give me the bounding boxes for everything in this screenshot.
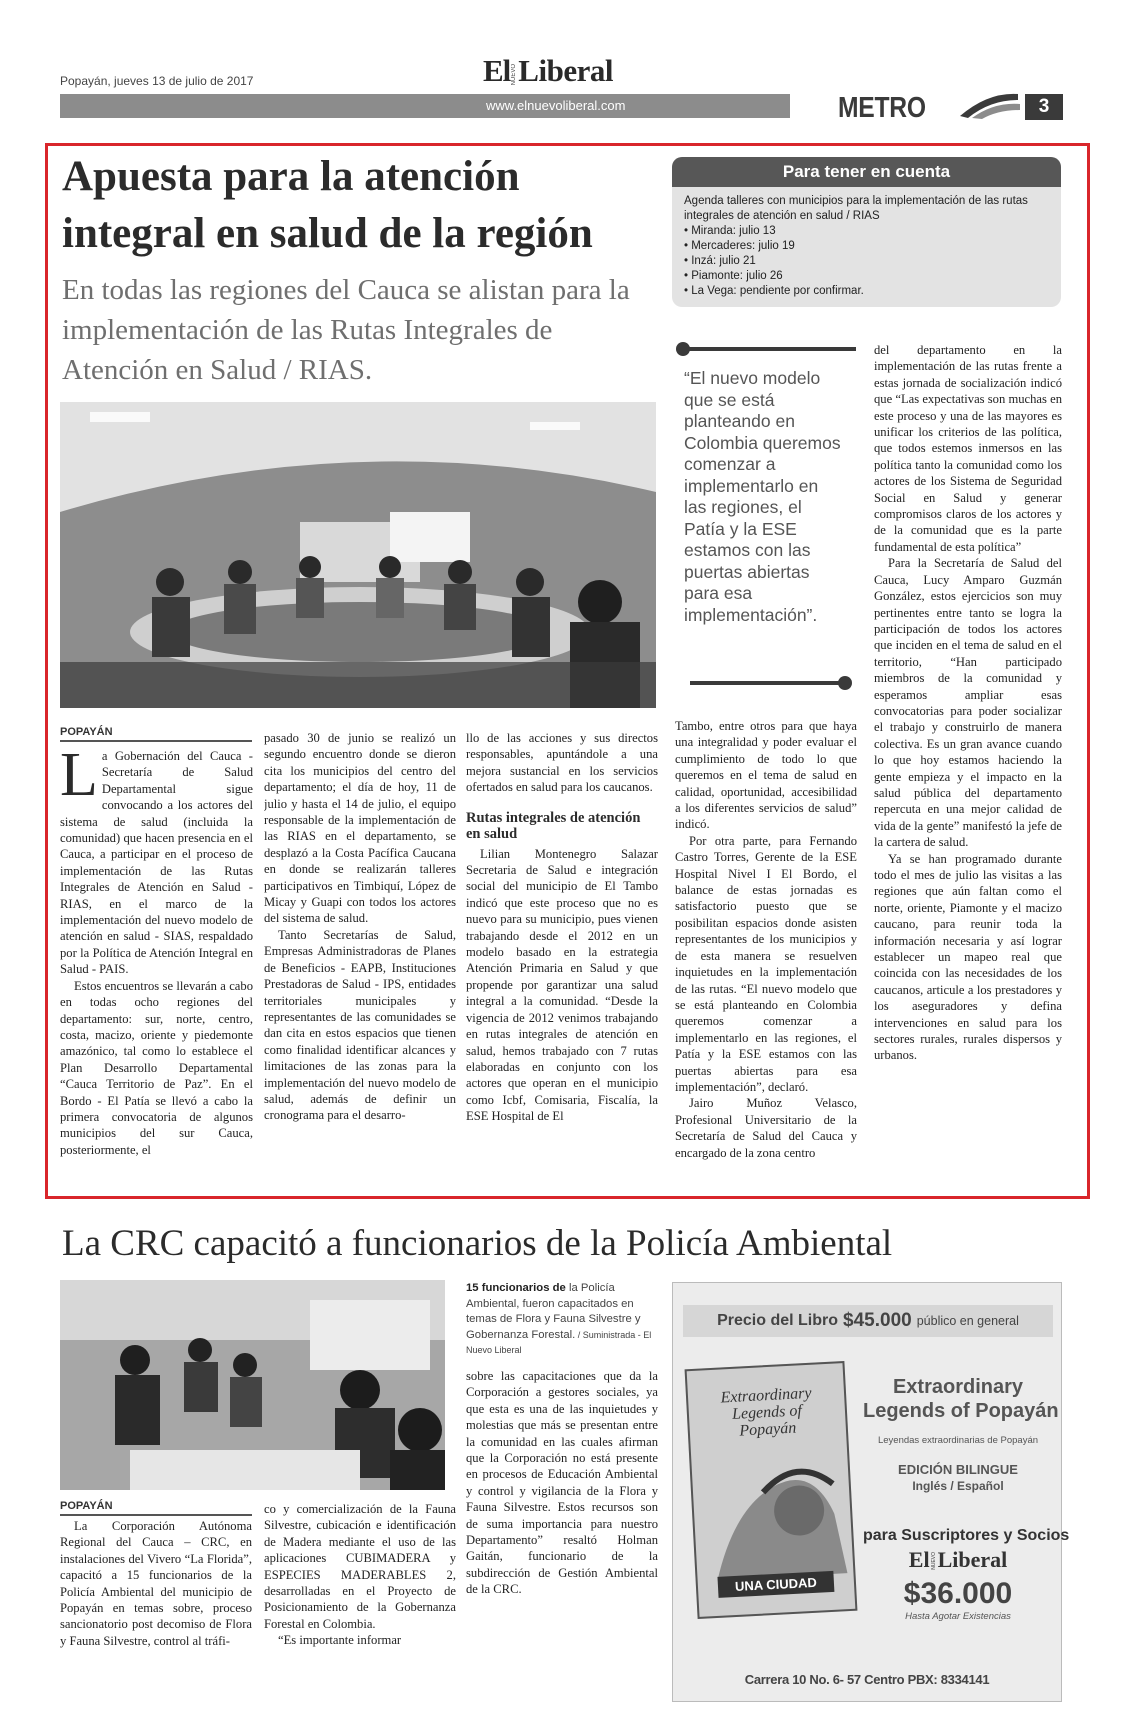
sidebox-item: • Miranda: julio 13 bbox=[684, 225, 776, 237]
ad-book-title-1: Extraordinary bbox=[892, 1376, 1024, 1398]
book-cover bbox=[685, 1361, 858, 1619]
book-cover-illustration bbox=[691, 1443, 854, 1591]
ad-logo bbox=[863, 1547, 1053, 1573]
book-cover-bottom: UNA CIUDAD bbox=[717, 1571, 834, 1598]
ad-book-title-2: Legends of Popayán bbox=[863, 1400, 1059, 1422]
ad-logo-nuevo: NUEVO bbox=[930, 1552, 937, 1570]
article2-column-3 bbox=[466, 1368, 658, 1718]
paragraph: Para la Secretaría de Salud del Cauca, Lucy Amparo Guzmán González, estos ejercicios son muy pertinentes entre tanto se logra la participación de todos los actores que inciden en el tema de salud en el territorio, “Han participado miembros de la comunidad y esperamos ampliar esas convocatorias para poder socializar el trabajo y construirlo de manera colectiva. Es un gran avance cuando lo que hoy estamos haciendo la gente empieza y el impacto en la salud pública del departamento repercuta en una mejor calidad de vida de la gente” manifestó la jefe de la cartera de salud. bbox=[874, 556, 1062, 850]
masthead-logo[interactable] bbox=[483, 55, 613, 89]
article-column-3 bbox=[466, 730, 658, 1188]
ad-promo-price: $36.000 bbox=[903, 1577, 1013, 1610]
quote-dot-top bbox=[676, 342, 690, 356]
quote-rule-bottom bbox=[690, 681, 845, 685]
sidebox-item: • La Vega: pendiente por confirmar. bbox=[684, 285, 864, 297]
paragraph: llo de las acciones y sus directos responsables, apuntándole a una mejora sustancial en los servicios ofertados en salud para los caucanos. bbox=[466, 731, 658, 795]
article2-column-1 bbox=[60, 1518, 252, 1718]
article-kicker-rule bbox=[60, 740, 252, 742]
info-sidebox bbox=[672, 157, 1061, 307]
photo-caption bbox=[466, 1281, 658, 1359]
ad-promo-note: Hasta Agotar Existencias bbox=[905, 1611, 1011, 1622]
meeting-photo bbox=[60, 402, 656, 708]
paragraph: Estos encuentros se llevarán a cabo en todas ocho regiones del departamento: sur, norte, centro, costa, macizo, oriente y piedemonte amazónico, tal como lo establece el Plan Desarrollo Departamental “Cauca Territorio de Paz”. En el Bordo - El Patía se llevó a cabo la primera convocatoria de algunos municipios del sur Cauca, posteriormente, el bbox=[60, 978, 253, 1157]
article-column-5 bbox=[874, 342, 1062, 1188]
ad-languages: Inglés / Español bbox=[912, 1479, 1004, 1493]
ad-price-label: Precio del Libro bbox=[717, 1312, 839, 1329]
dateline: Popayán, jueves 13 de julio de 2017 bbox=[60, 74, 254, 88]
sidebox-item: • Piamonte: julio 26 bbox=[684, 270, 783, 282]
drop-cap: L bbox=[60, 748, 98, 809]
ad-price-suffix: público en general bbox=[916, 1314, 1019, 1328]
paragraph: del departamento en la implementación de las rutas frente a estas jornada de socialización indicó que “Las expectativas son muchas en este proceso y una de las mayores es unificar los criterios de las política, que todos estemos inmersos en las política tanto la comunidad como los actores de los Sistema de Seguridad Social en Salud y generar compromisos claros de los actores y de la comunidad que es la parte fundamental de esta política” bbox=[874, 343, 1062, 554]
ad-for-subscribers: para Suscriptores y Socios bbox=[863, 1527, 1070, 1544]
training-photo-scene bbox=[60, 1280, 445, 1490]
logo-el: El bbox=[483, 53, 511, 88]
paragraph: pasado 30 de junio se realizó un segundo encuentro donde se dieron cita los municipios del centro del departamento; el día de hoy, 11 de julio y hasta el 14 de julio, el equipo responsable de la implementación de las RIAS en el departamento, se desplazó a la Costa Pacífica Caucana en donde se realizarán talleres participativos en Timbiquí, López de Micay y Guapi con todos los actores del sistema de salud. bbox=[264, 731, 456, 926]
ad-logo-el: El bbox=[908, 1547, 930, 1572]
ad-price-value: $45.000 bbox=[843, 1310, 912, 1331]
article-headline bbox=[62, 148, 682, 262]
article2-headline: La CRC capacitó a funcionarios de la Policía Ambiental bbox=[62, 1223, 893, 1264]
ad-logo-liberal: Liberal bbox=[937, 1547, 1008, 1572]
page-number: 3 bbox=[1038, 96, 1050, 117]
quote-rule-top bbox=[684, 347, 856, 351]
paragraph: “Es importante informar bbox=[278, 1633, 402, 1648]
pull-quote: “El nuevo modelo que se está planteando en Colombia queremos comenzar a implementarlo en las regiones, el Patía y la ESE estamos con las puertas abiertas para esa implementación”. bbox=[684, 368, 841, 625]
article2-kicker-rule bbox=[60, 1514, 252, 1516]
website-url[interactable]: www.elnuevoliberal.com bbox=[486, 98, 626, 113]
article-column-2 bbox=[264, 730, 456, 1188]
training-photo bbox=[60, 1280, 445, 1490]
quote-dot-bottom bbox=[838, 676, 852, 690]
paragraph: a Gobernación del Cauca - Secretaría de Salud Departamental sigue convocando a los actores del sistema de salud (incluida la comunidad) que hacen presencia en el Cauca, a participar en el proceso de implementación de las Rutas Integrales de Atención en Salud - RIAS, en el marco de la implementación del nuevo modelo de atención en salud - SIAS, respaldado por la Política de Atención Integral en Salud - PAIS. bbox=[60, 749, 253, 977]
paragraph: Lilian Montenegro Salazar Secretaria de Salud e integración social del municipio de El Tambo indicó que este proceso que no es nuevo para su municipio, pues vienen trabajando desde el 2012 en un modelo basado en la estrategia Atención Primaria en Salud y que propende por garantizar una salud integral a la comunidad. “Desde la vigencia de 2012 venimos trabajando en rutas integrales de atención en salud, hemos trabajado con 7 rutas elaboradas en conjunto con los actores que operan en el municipio como Icbf, Comisaria, Fiscalía, la ESE Hospital de El bbox=[466, 846, 658, 1124]
caption-lead: 15 funcionarios de bbox=[466, 1282, 566, 1294]
paragraph: Tambo, entre otros para que haya una integralidad y poder evaluar el cumplimiento de todo lo que queremos en el tema de salud en calidad, oportunidad, accesibilidad a los diferentes servicios de salud” indicó. bbox=[675, 719, 857, 832]
article2-column-2 bbox=[264, 1501, 456, 1719]
paragraph: La Corporación Autónoma Regional del Cauca – CRC, en instalaciones del Vivero “La Florida”, capacitó a 15 funcionarios de la Policía Ambiental del municipio de Popayán en temas sobre, proceso sancionatorio post decomiso de Flora y Fauna Silvestre, control al tráfi- bbox=[60, 1519, 252, 1648]
sidebox-title: Para tener en cuenta bbox=[672, 157, 1061, 187]
article-kicker: POPAYÁN bbox=[60, 726, 113, 738]
headline-line-2: integral en salud de la región bbox=[62, 210, 593, 257]
article2-kicker: POPAYÁN bbox=[60, 1500, 113, 1512]
paragraph: Jairo Muñoz Velasco, Profesional Universitario de la Secretaría de Salud del Cauca y encargado de la zona centro bbox=[675, 1096, 857, 1160]
logo-nuevo: NUEVO bbox=[511, 63, 518, 85]
book-cover-title: Extraordinary Legends of Popayán bbox=[720, 1384, 812, 1440]
article-subhead: En todas las regiones del Cauca se alistan para la implementación de las Rutas Integrales de Atención en Salud / RIAS. bbox=[62, 274, 630, 386]
meeting-photo-scene bbox=[60, 402, 656, 708]
ad-price-bar bbox=[683, 1305, 1053, 1337]
paragraph: co y comercialización de la Fauna Silvestre, cubicación e identificación de Madera mediante el uso de las aplicaciones CUBIMADERA y ESPECIES MADERABLES 2, desarrolladas en el Proyecto de Posicionamiento de la Gobernanza Forestal en Colombia. bbox=[264, 1502, 456, 1631]
paragraph: Tanto Secretarías de Salud, Empresas Administradoras de Planes de Beneficios - EAPB, Instituciones Prestadoras de Salud - IPS, entidades territoriales municipales y representantes de las comunidades se dan cita en estos espacios que tienen como finalidad identificar alcances y limitaciones de las zonas para la implementación del nuevo modelo de salud, además de definir un cronograma para el desarro- bbox=[264, 927, 456, 1123]
sidebox-intro: Agenda talleres con municipios para la implementación de las rutas integrales de atención en salud / RIAS bbox=[684, 195, 1028, 222]
ad-book-subtitle: Leyendas extraordinarias de Popayán bbox=[877, 1435, 1039, 1446]
sidebox-item: • Mercaderes: julio 19 bbox=[684, 240, 795, 252]
book-advertisement[interactable] bbox=[672, 1282, 1070, 1702]
ad-address: Carrera 10 No. 6- 57 Centro PBX: 8334141 bbox=[744, 1672, 990, 1687]
headline-line-1: Apuesta para la atención bbox=[62, 153, 520, 200]
page-number-box bbox=[1025, 94, 1063, 120]
section-subhead: Rutas integrales de atención en salud bbox=[466, 809, 641, 842]
section-name: METRO bbox=[838, 92, 926, 124]
article-column-4 bbox=[675, 718, 857, 1188]
sidebox-item: • Inzá: julio 21 bbox=[684, 255, 756, 267]
article-column-1 bbox=[60, 748, 253, 1188]
paragraph: Ya se han programado durante todo el mes de julio las visitas a las regiones que aún faltan como el norte, oriente, Piamonte y el macizo caucano, para reunir toda la información necesaria y así lograr establecer un mapeo real que coincida con las necesidades de los caucanos, articule a los prestadores y los aseguradores y defina intervenciones en salud para los sectores rurales, rurales dispersos y urbanos. bbox=[874, 851, 1062, 1063]
caption-text: la Policía Ambiental, fueron capacitados en temas de Flora y Fauna Silvestre y Gobernanza Forestal. bbox=[466, 1282, 641, 1341]
logo-liberal: Liberal bbox=[518, 53, 613, 88]
ad-edition: EDICIÓN BILINGUE bbox=[898, 1462, 1018, 1477]
paragraph: sobre las capacitaciones que da la Corporación a gestores sociales, ya que esta es una de las inquietudes y molestias que más se presentan entre la comunidad en las cuales afirman que la Corporación no está presente en procesos de Educación Ambiental y control y vigilancia de la Flora y Fauna Silvestre. Estos recursos son de suma importancia para nuestro Departamento” resaltó Holman Gaitán, funcionario de la subdirección de Gestión Ambiental de la CRC. bbox=[466, 1369, 658, 1597]
section-swoosh-icon bbox=[958, 90, 1028, 120]
caption-credit: / Suministrada - El Nuevo Liberal bbox=[466, 1329, 652, 1355]
header-bar bbox=[60, 94, 790, 118]
paragraph: Por otra parte, para Fernando Castro Torres, Gerente de la ESE Hospital Nivel I El Bordo, el balance de estas jornadas es satisfactorio puesto que se posibilitan espacios donde asisten representantes de los municipios y de esta manera se resuelven inquietudes en la implementación de las rutas. “El nuevo modelo que se está planteando en Colombia queremos comenzar a implementarlo en las regiones, el Patía y la ESE estamos con las puertas abiertas para esa implementación”, declaró. bbox=[675, 833, 857, 1094]
